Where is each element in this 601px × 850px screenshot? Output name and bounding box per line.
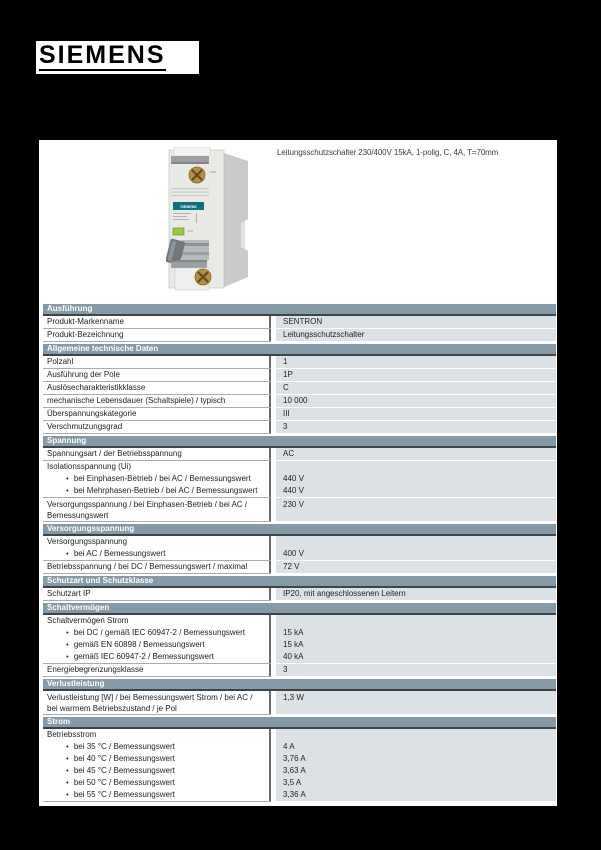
spec-value-column xyxy=(276,536,556,561)
spec-row-block xyxy=(43,664,556,677)
spec-row-block xyxy=(43,356,556,369)
spec-value: SENTRON xyxy=(283,317,323,326)
document-page xyxy=(37,140,559,806)
status-indicator-window xyxy=(173,228,184,235)
spec-row-block xyxy=(43,448,556,461)
spec-row-block xyxy=(43,729,556,802)
spec-value-column xyxy=(276,448,556,461)
spec-value-column xyxy=(276,382,556,395)
spec-label-column xyxy=(43,316,269,329)
spec-value: 72 V xyxy=(283,562,300,571)
spec-value-column xyxy=(276,395,556,408)
spec-row-block xyxy=(43,536,556,561)
spec-row-block xyxy=(43,588,556,601)
spec-label: Versorgungsspannung / bei Einphasen-Betrieb / bei AC / Bemessungswert xyxy=(47,500,248,520)
spec-label: • gemäß EN 60898 / Bemessungswert xyxy=(66,640,205,649)
spec-value: 400 V xyxy=(283,549,304,558)
spec-row-block xyxy=(43,421,556,434)
spec-value xyxy=(276,536,556,548)
spec-label: Polzahl xyxy=(47,357,74,366)
section-header: Schutzart und Schutzklasse xyxy=(43,576,556,588)
spec-label: Betriebsspannung / bei DC / Bemessungswert / maximal xyxy=(47,562,248,571)
spec-value-column xyxy=(276,691,556,715)
bullet-icon: • xyxy=(66,474,69,483)
spec-value-column xyxy=(276,329,556,342)
spec-value: C xyxy=(283,383,289,392)
spec-label-column xyxy=(43,691,269,715)
bullet-icon: • xyxy=(66,640,69,649)
spec-label: Überspannungskategorie xyxy=(47,409,137,418)
spec-value: AC xyxy=(283,449,295,458)
spec-value: III xyxy=(283,409,290,418)
spec-label-column xyxy=(43,461,269,498)
spec-label: Versorgungsspannung xyxy=(47,537,128,546)
bullet-icon: • xyxy=(66,778,69,787)
spec-label-column xyxy=(43,448,269,461)
spec-value: 3,36 A xyxy=(283,790,306,799)
bullet-icon: • xyxy=(66,549,69,558)
spec-label: Verlustleistung [W] / bei Bemessungswert Strom / bei AC / bei warmem Betriebszustand / je Pol xyxy=(47,693,253,713)
spec-value: 40 kA xyxy=(283,652,304,661)
spec-value-column xyxy=(276,408,556,421)
spec-label: Betriebsstrom xyxy=(47,730,97,739)
spec-row-block xyxy=(43,691,556,715)
spec-value-column xyxy=(276,369,556,382)
spec-label: Produkt-Bezeichnung xyxy=(47,330,124,339)
spec-label-column xyxy=(43,729,269,802)
spec-value-column xyxy=(276,316,556,329)
section-header: Ausführung xyxy=(43,304,556,316)
photo-brand-text: SIEMENS xyxy=(180,205,197,209)
spec-value: 15 kA xyxy=(283,640,304,649)
spec-label: Ausführung der Pole xyxy=(47,370,120,379)
spec-value xyxy=(276,729,556,741)
spec-label: Produkt-Markenname xyxy=(47,317,124,326)
spec-label-column xyxy=(43,498,269,522)
spec-label: Verschmutzungsgrad xyxy=(47,422,123,431)
spec-value-column xyxy=(276,561,556,574)
bullet-icon: • xyxy=(66,628,69,637)
bullet-icon: • xyxy=(66,754,69,763)
section-header: Schaltvermögen xyxy=(43,603,556,615)
spec-value: Leitungsschutzschalter xyxy=(283,330,365,339)
spec-value: IP20, mit angeschlossenen Leitern xyxy=(283,589,406,598)
bullet-icon: • xyxy=(66,766,69,775)
spec-label: Auslösecharakteristikklasse xyxy=(47,383,146,392)
spec-label: • bei 40 °C / Bemessungswert xyxy=(66,754,175,763)
spec-row-block xyxy=(43,461,556,498)
spec-label: • bei 45 °C / Bemessungswert xyxy=(66,766,175,775)
spec-value-column xyxy=(276,729,556,802)
spec-value: 4 A xyxy=(283,742,295,751)
spec-row-block xyxy=(43,329,556,342)
spec-label-column xyxy=(43,421,269,434)
spec-value: 3,5 A xyxy=(283,778,302,787)
spec-label: • bei Einphasen-Betrieb / bei AC / Bemessungswert xyxy=(66,474,251,483)
spec-label: mechanische Lebensdauer (Schaltspiele) / typisch xyxy=(47,396,226,405)
spec-value-column xyxy=(276,615,556,664)
spec-label: Schaltvermögen Strom xyxy=(47,616,129,625)
spec-value: 10 000 xyxy=(283,396,308,405)
spec-label: • bei 55 °C / Bemessungswert xyxy=(66,790,175,799)
bullet-icon: • xyxy=(66,652,69,661)
spec-value: 1P xyxy=(283,370,293,379)
bullet-icon: • xyxy=(66,486,69,495)
spec-table xyxy=(43,304,556,802)
spec-value: 440 V xyxy=(283,486,304,495)
spec-value: 440 V xyxy=(283,474,304,483)
spec-label: • bei Mehrphasen-Betrieb / bei AC / Bemessungswert xyxy=(66,486,258,495)
spec-row-block xyxy=(43,408,556,421)
siemens-logo-box xyxy=(36,41,199,74)
spec-label-column xyxy=(43,356,269,369)
section-header: Strom xyxy=(43,717,556,729)
spec-value-column xyxy=(276,461,556,498)
spec-row-block xyxy=(43,369,556,382)
section-header: Versorgungsspannung xyxy=(43,524,556,536)
product-photo xyxy=(166,147,254,291)
bullet-icon: • xyxy=(66,742,69,751)
spec-row-block xyxy=(43,395,556,408)
spec-value: 15 kA xyxy=(283,628,304,637)
spec-value: 3 xyxy=(283,665,288,674)
product-description: Leitungsschutzschalter 230/400V 15kA, 1-polig, C, 4A, T=70mm xyxy=(277,148,499,157)
bullet-icon: • xyxy=(66,790,69,799)
spec-row-block xyxy=(43,316,556,329)
spec-value: 1 xyxy=(283,357,288,366)
section-header: Spannung xyxy=(43,436,556,448)
spec-row-block xyxy=(43,561,556,574)
spec-label-column xyxy=(43,408,269,421)
spec-label-column xyxy=(43,329,269,342)
spec-label-column xyxy=(43,536,269,561)
spec-value: 3,63 A xyxy=(283,766,306,775)
spec-label: Schutzart IP xyxy=(47,589,91,598)
spec-row-block xyxy=(43,382,556,395)
spec-value-column xyxy=(276,498,556,522)
spec-value xyxy=(276,461,556,473)
spec-label-column xyxy=(43,369,269,382)
spec-value: 3,76 A xyxy=(283,754,306,763)
spec-value-column xyxy=(276,588,556,601)
spec-label: Isolationsspannung (Ui) xyxy=(47,462,132,471)
spec-value: 230 V xyxy=(283,500,304,509)
spec-label-column xyxy=(43,664,269,677)
spec-value-column xyxy=(276,356,556,369)
spec-row-block xyxy=(43,615,556,664)
spec-value xyxy=(276,615,556,627)
siemens-logo: SIEMENS xyxy=(39,41,166,69)
spec-value-column xyxy=(276,421,556,434)
section-header: Verlustleistung xyxy=(43,679,556,691)
spec-label-column xyxy=(43,395,269,408)
spec-label-column xyxy=(43,588,269,601)
spec-label: • bei 50 °C / Bemessungswert xyxy=(66,778,175,787)
spec-value: 3 xyxy=(283,422,288,431)
spec-value: 1,3 W xyxy=(283,693,304,702)
spec-label: Spannungsart / der Betriebsspannung xyxy=(47,449,182,458)
spec-row-block xyxy=(43,498,556,522)
spec-label-column xyxy=(43,382,269,395)
spec-label: • bei 35 °C / Bemessungswert xyxy=(66,742,175,751)
spec-label-column xyxy=(43,615,269,664)
spec-label: Energiebegrenzungsklasse xyxy=(47,665,144,674)
spec-value-column xyxy=(276,664,556,677)
spec-label: • bei DC / gemäß IEC 60947-2 / Bemessungswert xyxy=(66,628,245,637)
spec-label: • gemäß IEC 60947-2 / Bemessungswert xyxy=(66,652,214,661)
spec-label-column xyxy=(43,561,269,574)
section-header: Allgemeine technische Daten xyxy=(43,344,556,356)
spec-label: • bei AC / Bemessungswert xyxy=(66,549,166,558)
